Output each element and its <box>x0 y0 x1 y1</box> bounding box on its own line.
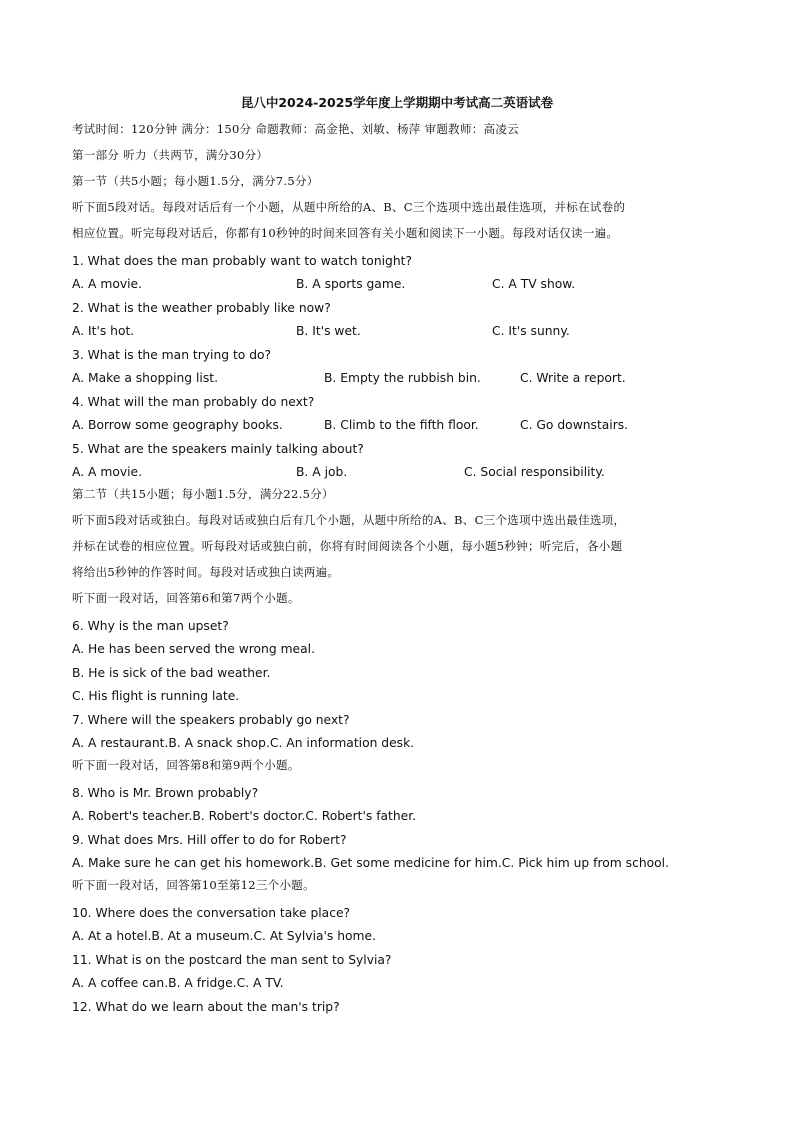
section1-instruction-2: 相应位置。听完每段对话后，你都有10秒钟的时间来回答有关小题和阅读下一小题。每段对话仅读一遍。 <box>72 226 619 240</box>
q6-option-a: A. He has been served the wrong meal. <box>72 642 315 656</box>
section2-instruction-3: 将给出5秒钟的作答时间。每段对话或独白读两遍。 <box>72 565 340 579</box>
section2-instruction-2: 并标在试卷的相应位置。听每段对话或独白前，你将有时间阅读各个小题，每小题5秒钟；听完后，各小题 <box>72 539 623 553</box>
listen-instruction-8-9: 听下面一段对话，回答第8和第9两个小题。 <box>72 758 300 772</box>
q8-stem: 8. Who is Mr. Brown probably? <box>72 786 259 800</box>
q11-options: A. A coffee can.B. A fridge.C. A TV. <box>72 976 284 990</box>
q7-stem: 7. Where will the speakers probably go next? <box>72 713 350 727</box>
q2-option-c: C. It's sunny. <box>492 324 570 338</box>
q6-option-b: B. He is sick of the bad weather. <box>72 666 271 680</box>
q4-stem: 4. What will the man probably do next? <box>72 395 315 409</box>
q7-options: A. A restaurant.B. A snack shop.C. An information desk. <box>72 736 415 750</box>
listen-instruction-6-7: 听下面一段对话，回答第6和第7两个小题。 <box>72 591 300 605</box>
q4-option-b: B. Climb to the fifth floor. <box>324 418 479 432</box>
q4-option-a: A. Borrow some geography books. <box>72 418 283 432</box>
q5-option-a: A. A movie. <box>72 465 143 479</box>
q3-stem: 3. What is the man trying to do? <box>72 348 272 362</box>
q3-option-c: C. Write a report. <box>520 371 626 385</box>
section2-instruction-1: 听下面5段对话或独白。每段对话或独白后有几个小题，从题中所给的A、B、C三个选项中选出最佳选项， <box>72 513 626 527</box>
q3-option-b: B. Empty the rubbish bin. <box>324 371 481 385</box>
section1-heading: 第一节（共5小题；每小题1.5分，满分7.5分） <box>72 174 319 188</box>
listen-instruction-10-12: 听下面一段对话，回答第10至第12三个小题。 <box>72 878 315 892</box>
q9-options: A. Make sure he can get his homework.B. Get some medicine for him.C. Pick him up from school. <box>72 856 670 870</box>
section1-instruction-1: 听下面5段对话。每段对话后有一个小题，从题中所给的A、B、C三个选项中选出最佳选项，并标在试卷的 <box>72 200 626 214</box>
q8-options: A. Robert's teacher.B. Robert's doctor.C. Robert's father. <box>72 809 417 823</box>
q5-option-b: B. A job. <box>296 465 348 479</box>
q6-stem: 6. Why is the man upset? <box>72 619 229 633</box>
q10-options: A. At a hotel.B. At a museum.C. At Sylvia's home. <box>72 929 376 943</box>
q5-option-c: C. Social responsibility. <box>464 465 605 479</box>
q11-stem: 11. What is on the postcard the man sent to Sylvia? <box>72 953 392 967</box>
exam-meta: 考试时间：120分钟 满分：150分 命题教师：高金艳、刘敏、杨萍 审题教师：高凌云 <box>72 122 519 136</box>
q12-stem: 12. What do we learn about the man's trip? <box>72 1000 340 1014</box>
q1-option-c: C. A TV show. <box>492 277 576 291</box>
q2-option-b: B. It's wet. <box>296 324 361 338</box>
q4-option-c: C. Go downstairs. <box>520 418 629 432</box>
part1-heading: 第一部分 听力（共两节，满分30分） <box>72 148 269 162</box>
q2-stem: 2. What is the weather probably like now? <box>72 301 331 315</box>
section2-heading: 第二节（共15小题；每小题1.5分，满分22.5分） <box>72 487 334 501</box>
q1-option-b: B. A sports game. <box>296 277 406 291</box>
exam-title: 昆八中2024-2025学年度上学期期中考试高二英语试卷 <box>240 95 554 110</box>
q9-stem: 9. What does Mrs. Hill offer to do for Robert? <box>72 833 347 847</box>
q10-stem: 10. Where does the conversation take place? <box>72 906 351 920</box>
q6-option-c: C. His flight is running late. <box>72 689 240 703</box>
q2-option-a: A. It's hot. <box>72 324 135 338</box>
q1-option-a: A. A movie. <box>72 277 143 291</box>
q1-stem: 1. What does the man probably want to watch tonight? <box>72 254 412 268</box>
q3-option-a: A. Make a shopping list. <box>72 371 218 385</box>
q5-stem: 5. What are the speakers mainly talking about? <box>72 442 364 456</box>
